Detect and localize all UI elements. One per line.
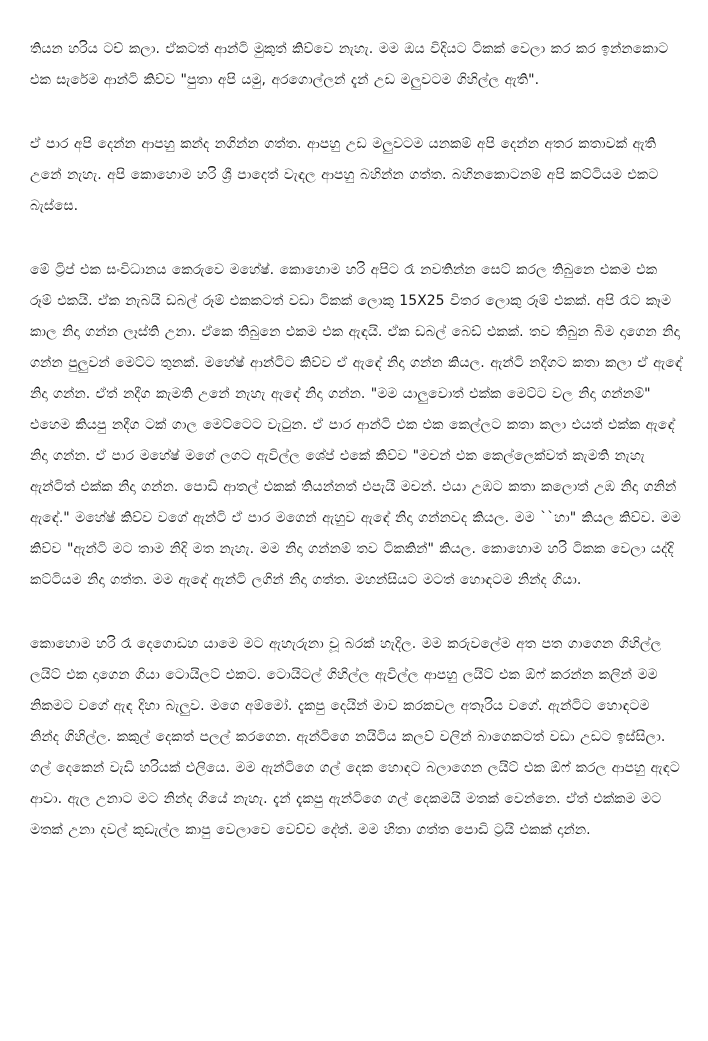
paragraph-3: මේ ට්‍රිප් එක සංවිධානය කෙරුවෙ මහේෂ්. කොහොම හරි අපිට රෑ නවතින්න සෙට් කරල තිබුනෙ එකම එක රූම් එකයි. ඒක නැබයි ඩබල් රූම් එකකටත් වඩා ටිකක් ලොකු 15X25 විතර ලොකු රූම් එකක්. අපි රෑට කෑම කාල නිදා ගන්න ලෑස්ති උනා. ඒකෙ තිබුනෙ එකම එක ඇඳයි. ඒක ඩබල් බෙඩ් එකක්. තව තිබුන බිම දාගෙන නිදා ගන්න පුලුවන් මෙට්ට තුනක්. මහේෂ් ආන්ටිට කිව්ව ඒ ඇඳේ නිදා ගන්න කියල. ඇන්ටි නදීගට කතා කලා ඒ ඇඳේ නිදා ගන්න. ඒත් නදීග කැමති උනේ නැහැ ඇඳේ නිදා ගන්න. "මම යාලුවොත් එක්ක මෙට්ට වල නිදා ගන්නම්" එහෙම කියපු නදීග ටක් ගාල මෙට්ටෙට වැටුන. ඒ පාර ආන්ටි එක එක කෙල්ලට කතා කලා එයත් එක්ක ඇඳේ නිදා ගන්න. ඒ පාර මහේෂ් මගේ ලගට ඇවිල්ල ශේප් එකේ කිව්ව "මචන් එක කෙල්ලෙක්වත් කැමති නැහැ ඇන්ටිත් එක්ක නිදා ගන්න. පොඩි ආතල් එකක් තියන්නත් එපැයි මචන්. එයා උඹට කතා කලොත් උඹ නිදා ගනින් ඇඳේ." මහේෂ් කිව්ව වගේ ඇන්ටි ඒ පාර මගෙන් ඇහුව ඇඳේ නිදා ගන්නවද කියල. මම ``හා" කියල කිව්ව. මම කිව්ව "ඇන්ටි මට තාම නිදි මත නැහැ. මම නිදා ගන්නම් තව ටිකකින්" කියල. කොහොම හරි ටිකක වෙලා යද්දි කට්ටියම නිදා ගත්ත. මම ඇඳේ ඇන්ටි ලගින් නිදා ගත්ත. මහන්සියට මටත් හොඳටම නින්ද ගියා.: [30, 262, 682, 588]
paragraph-1: තියන හරිය ටච් කලා. ඒකටත් ආන්ටි මුකුත් කිව්වෙ නැහැ. මම ඔය විදියට ටිකක් වෙලා කර කර ඉන්නකොට එක සැරේම ආන්ටි කිව්ව "පුතා අපි යමු, අරගොල්ලන් දැන් උඩ මලුවටම ගිහිල්ල ඇති".: [30, 41, 669, 88]
paragraph-2: ඒ පාර අපි දෙන්න ආපහු කන්ද නගින්න ගත්ත. ආපහු උඩ මලුවටම යනකම් අපි දෙන්න අතර කතාවක් ඇති උනේ නැහැ. අපි කොහොම හරි ශ්‍රී පාදෙත් වැඳල ආපහු බහින්න ගත්ත. බහිනකොටනම් අපි කට්ටියම එකට බැස්සෙ.: [30, 136, 659, 214]
paragraph-4: කොහොම හරි රෑ දෙගොඩහ යාමෙ මට ඇහැරුනා චූ බරක් හැදිල. මම කරුවලේම අත පත ගාගෙන ගිහිල්ල ලයිට් එක දාගෙන ගියා ටොයිලට් එකට. ටොයිටල් ගිහිල්ල ඇවිල්ල ආපහු ලයිට් එක ඕෆ් කරන්න කලින් මම නිකමට වගේ ඇඳ දිහා බැලුව. මගෙ අම්මෝ. දැකපු දෙයින් මාව කරකවල අතෑරිය වගේ. ඇන්ටිට හොඳටම නින්ද ගිහිල්ල. කකුල් දෙකත් පලල් කරගෙන. ඇන්ටිගෙ නයිටිය කලව් වලින් බාගෙකටත් වඩා උඩට ඉස්සිලා. ගල් දෙකෙන් වැඩි හරියක් එලියෙ. මම ඇන්ටිගෙ ගල් දෙක හොඳට බලාගෙන ලයිට් එක ඕෆ් කරල ආපහු ඇඳට ආවා. ඇල උනාට මට නින්ද ගියේ නැහැ. දැන් දැකපු ඇන්ටිගෙ ගල් දෙකමයි මතක් වෙන්නෙ. ඒත් එක්කම මට මතක් උනා දවල් කුඩැල්ල කාපු වෙලාවෙ වෙච්ච දේත්. මම හිතා ගත්ත පොඩි ට්‍රයි එකක් දාන්න.: [30, 636, 680, 838]
